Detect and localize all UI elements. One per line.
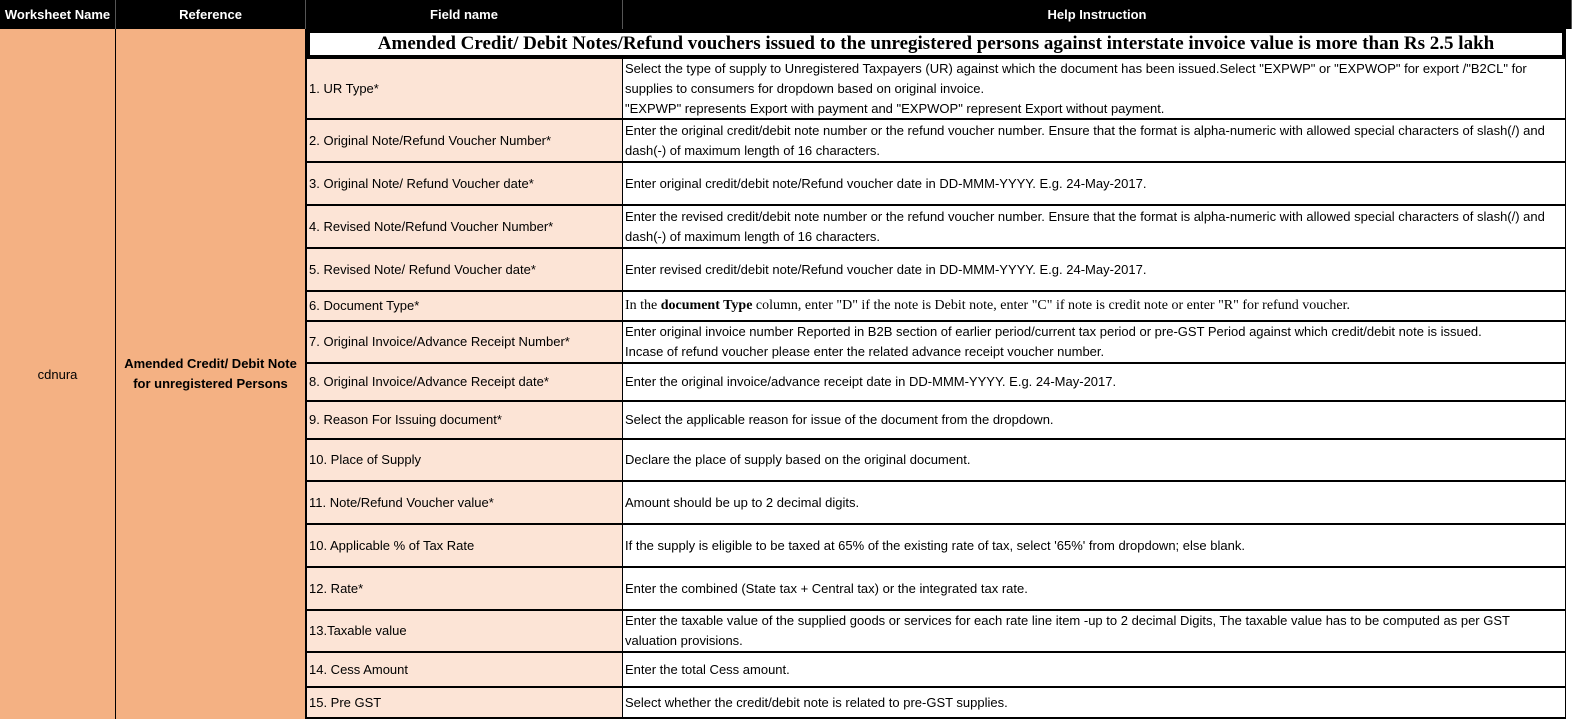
help-instruction-cell[interactable] [623, 402, 1566, 440]
field-name-cell[interactable] [306, 59, 623, 120]
help-instruction-text: Enter the original invoice/advance receipt date in DD-MMM-YYYY. E.g. 24-May-2017. [625, 374, 1117, 389]
field-name-cell[interactable] [306, 525, 623, 568]
help-instruction-text: Enter the total Cess amount. [625, 661, 790, 677]
field-name-cell[interactable] [306, 402, 623, 440]
help-instruction-text: Declare the place of supply based on the original document. [625, 452, 971, 467]
field-name-cell[interactable] [306, 568, 623, 611]
help-instruction-cell[interactable] [623, 688, 1566, 719]
reference-text: Amended Credit/ Debit Note for unregistered Persons [124, 356, 297, 391]
help-instruction-text: Enter original credit/debit note/Refund voucher date in DD-MMM-YYYY. E.g. 24-May-2017. [625, 175, 1147, 191]
field-name-text: 7. Original Invoice/Advance Receipt Number* [309, 334, 570, 349]
section-banner-text: Amended Credit/ Debit Notes/Refund vouchers issued to the unregistered persons against interstate invoice value is more than Rs 2.5 lakh [310, 33, 1562, 55]
help-instruction-cell[interactable] [623, 249, 1566, 292]
field-name-text: 12. Rate* [309, 580, 364, 596]
field-name-text: 14. Cess Amount [309, 661, 408, 677]
field-name-cell[interactable] [306, 653, 623, 688]
help-instruction-cell[interactable] [623, 525, 1566, 568]
field-name-text: 13.Taxable value [309, 623, 407, 638]
help-instruction-cell[interactable] [623, 163, 1566, 206]
field-name-text: 6. Document Type* [309, 298, 420, 313]
help-instruction-text: Enter the revised credit/debit note number or the refund voucher number. Ensure that the format is alpha-numeric with allowed special characters of slash(/) and dash(-) of maximum length of 16 characters. [625, 208, 1545, 244]
help-instruction-cell[interactable] [623, 292, 1566, 322]
reference-cell[interactable] [116, 29, 306, 719]
field-name-text: 10. Applicable % of Tax Rate [309, 537, 475, 553]
field-name-text: 1. UR Type* [309, 80, 379, 96]
help-instruction-cell[interactable] [623, 59, 1566, 120]
help-instruction-cell[interactable] [623, 611, 1566, 653]
field-name-text: 9. Reason For Issuing document* [309, 412, 502, 427]
help-instruction-text: Select the type of supply to Unregistered Taxpayers (UR) against which the document has been issued.Select "EXPWP" or "EXPWOP" for export /"B2CL" for supplies to consumers for dropdown based on original invoice. "EXPWP" represents Export with payment and "EXPWOP" represent Export without payment. [625, 60, 1527, 116]
field-name-cell[interactable] [306, 292, 623, 322]
field-name-text: 2. Original Note/Refund Voucher Number* [309, 132, 552, 148]
help-instruction-text: Enter the taxable value of the supplied goods or services for each rate line item -up to 2 decimal Digits, The taxable value has to be computed as per GST valuation provisions. [625, 613, 1510, 648]
header-field-name[interactable]: Field name [306, 0, 623, 29]
header-worksheet-name[interactable]: Worksheet Name [0, 0, 116, 29]
field-name-cell[interactable] [306, 322, 623, 364]
help-instruction-text: If the supply is eligible to be taxed at 65% of the existing rate of tax, select '65%' from dropdown; else blank. [625, 537, 1245, 553]
help-instruction-cell[interactable] [623, 322, 1566, 364]
help-instruction-text: Enter the combined (State tax + Central tax) or the integrated tax rate. [625, 580, 1028, 596]
field-name-text: 4. Revised Note/Refund Voucher Number* [309, 218, 554, 234]
help-instruction-cell[interactable] [623, 364, 1566, 402]
field-name-cell[interactable] [306, 120, 623, 163]
help-instruction-text: In the document Type column, enter "D" if the note is Debit note, enter "C" if note is credit note or enter "R" for refund voucher. [625, 298, 1351, 313]
field-name-text: 8. Original Invoice/Advance Receipt date* [309, 374, 549, 389]
field-name-text: 10. Place of Supply [309, 452, 422, 467]
help-instruction-cell[interactable] [623, 120, 1566, 163]
field-name-cell[interactable] [306, 206, 623, 249]
field-name-cell[interactable] [306, 249, 623, 292]
help-instruction-cell[interactable] [623, 440, 1566, 482]
section-banner[interactable] [306, 29, 1566, 59]
help-instruction-cell[interactable] [623, 568, 1566, 611]
field-name-cell[interactable] [306, 688, 623, 719]
help-instruction-cell[interactable] [623, 653, 1566, 688]
field-name-text: 11. Note/Refund Voucher value* [309, 494, 494, 510]
header-help-instruction[interactable]: Help Instruction [623, 0, 1572, 29]
help-instruction-cell[interactable] [623, 482, 1566, 525]
worksheet-name-cell[interactable] [0, 29, 116, 719]
field-name-text: 15. Pre GST [309, 694, 382, 710]
field-name-cell[interactable] [306, 440, 623, 482]
help-instruction-text: Enter the original credit/debit note number or the refund voucher number. Ensure that the format is alpha-numeric with allowed special characters of slash(/) and dash(-) of maximum length of 16 characters. [625, 122, 1545, 158]
help-instruction-text: Amount should be up to 2 decimal digits. [625, 494, 860, 510]
worksheet-name-text: cdnura [37, 366, 78, 382]
field-name-text: 5. Revised Note/ Refund Voucher date* [309, 261, 536, 277]
field-name-cell[interactable] [306, 163, 623, 206]
field-name-cell[interactable] [306, 482, 623, 525]
help-instruction-text: Enter revised credit/debit note/Refund voucher date in DD-MMM-YYYY. E.g. 24-May-2017. [625, 261, 1147, 277]
help-instruction-text: Enter original invoice number Reported in B2B section of earlier period/current tax period or pre-GST Period against which credit/debit note is issued. Incase of refund voucher please enter the related advance receipt voucher number. [625, 324, 1482, 359]
field-name-text: 3. Original Note/ Refund Voucher date* [309, 175, 534, 191]
help-instruction-text: Select the applicable reason for issue of the document from the dropdown. [625, 412, 1054, 427]
field-name-cell[interactable] [306, 364, 623, 402]
help-instruction-text: Select whether the credit/debit note is related to pre-GST supplies. [625, 694, 1008, 710]
header-reference[interactable]: Reference [116, 0, 306, 29]
field-name-cell[interactable] [306, 611, 623, 653]
help-instruction-cell[interactable] [623, 206, 1566, 249]
